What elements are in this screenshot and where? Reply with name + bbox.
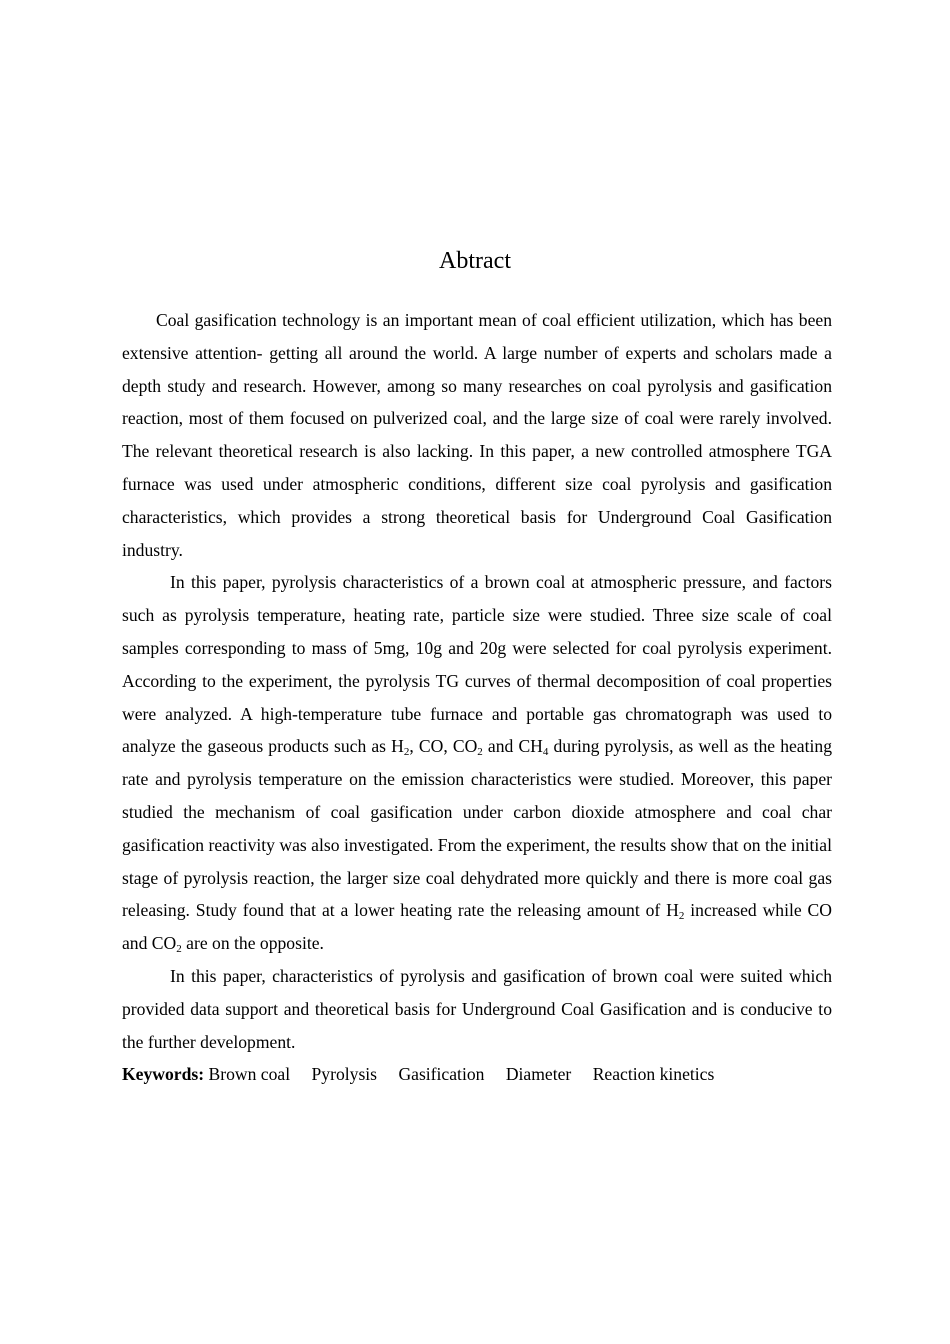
keyword-item: Brown coal [208, 1064, 291, 1085]
abstract-paragraph-3: In this paper, characteristics of pyrolysis and gasification of brown coal were suited which provided data support and theoretical basis for Underground Coal Gasification and is conducive to the further development. [122, 965, 832, 1052]
abstract-paragraph-1: Coal gasification technology is an important mean of coal efficient utilization, which has been extensive attention- getting all around the world. A large number of experts and scholars made a depth study and research. However, among so many researches on coal pyrolysis and gasification reaction, most of them focused on pulverized coal, and the large size of coal were rarely involved. The relevant theoretical research is also lacking. In this paper, a new controlled atmosphere TGA furnace was used under atmospheric conditions, different size coal pyrolysis and gasification characteristics, which provides a strong theoretical basis for Underground Coal Gasification industry. [122, 310, 832, 560]
keyword-item: Reaction kinetics [592, 1064, 715, 1085]
subscript-h2: 2 [403, 746, 410, 759]
paragraph-2-text-4: during pyrolysis, as well as the heating rate and pyrolysis temperature on the emission characteristics were studied. Moreover, this paper studied the mechanism of coal gasification under carbon dioxide atmosphere and coal char gasification reactivity was also investigated. From the experiment, the results show that on the initial stage of pyrolysis reaction, the larger size coal dehydrated more quickly and there is more coal gas releasing. Study found that at a lower heating rate the releasing amount of H [122, 736, 832, 921]
keyword-item: Gasification [398, 1064, 485, 1085]
paragraph-2-text-2: , CO, CO [409, 736, 478, 757]
subscript-co2: 2 [477, 746, 483, 759]
paragraph-2-text-3: and CH [482, 736, 543, 757]
abstract-paragraph-2 [122, 566, 832, 960]
paragraph-2-text-1: In this paper, pyrolysis characteristics of a brown coal at atmospheric pressure, and factors such as pyrolysis temperature, heating rate, particle size were studied. Three size scale of coal samples corresponding to mass of 5mg, 10g and 20g were selected for coal pyrolysis experiment. According to the experiment, the pyrolysis TG curves of thermal decomposition of coal properties were analyzed. A high-temperature tube furnace and portable gas chromatograph was used to analyze the gaseous products such as H [122, 572, 832, 757]
subscript-h2-second: 2 [678, 910, 685, 923]
keywords-label: Keywords: [122, 1064, 205, 1085]
abstract-title: Abtract [439, 248, 511, 274]
paragraph-2-text-6: are on the opposite. [181, 933, 324, 954]
subscript-co2-second: 2 [176, 943, 182, 956]
abstract-body [122, 304, 832, 1091]
subscript-ch4: 4 [542, 746, 549, 759]
paragraph-2-text-5: increased while CO and CO [122, 900, 832, 954]
keywords-line [122, 1058, 832, 1091]
keyword-item: Pyrolysis [311, 1064, 378, 1085]
keyword-item: Diameter [505, 1064, 572, 1085]
